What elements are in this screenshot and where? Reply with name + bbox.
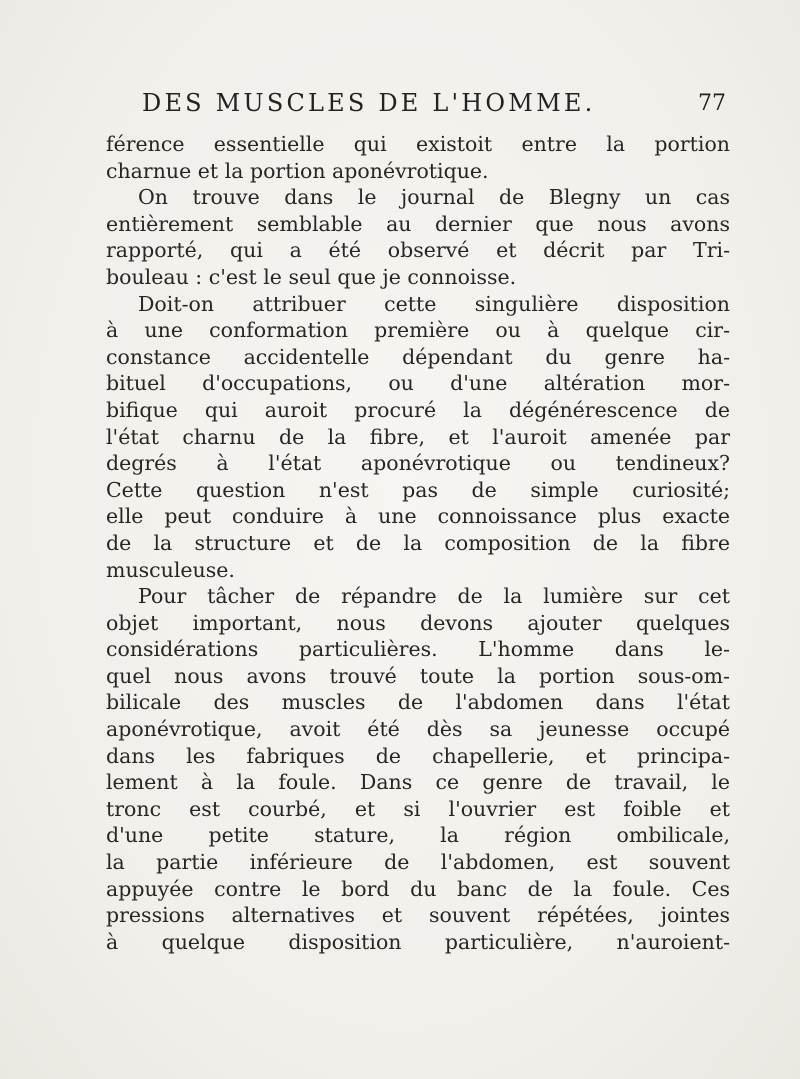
text-line: objet important, nous devons ajouter quelques (106, 610, 730, 635)
text-line: Doit-on attribuer cette singulière disposition (138, 291, 730, 316)
text-line: la partie inférieure de l'abdomen, est souvent (106, 850, 730, 875)
body-text (106, 131, 730, 955)
text-line: rapporté, qui a été observé et décrit par Tri- (106, 238, 730, 263)
page-number: 77 (698, 91, 726, 116)
text-line: considérations particulières. L'homme dans le- (106, 637, 730, 662)
text-line: appuyée contre le bord du banc de la foule. Ces (106, 876, 730, 901)
text-line: à une conformation première ou à quelque cir- (106, 318, 730, 343)
text-line: On trouve dans le journal de Blegny un cas (138, 185, 730, 210)
text-line: pressions alternatives et souvent répétées, jointes (106, 903, 730, 928)
running-head: DES MUSCLES DE L'HOMME. (142, 89, 596, 117)
text-line: l'état charnu de la fibre, et l'auroit amenée par (106, 424, 730, 449)
text-line: de la structure et de la composition de la fibre (106, 530, 730, 555)
text-line: quel nous avons trouvé toute la portion sous-om- (106, 663, 730, 688)
text-line: constance accidentelle dépendant du genre ha- (106, 344, 730, 369)
text-line: à quelque disposition particulière, n'auroient- (106, 929, 730, 954)
text-line: bilicale des muscles de l'abdomen dans l'état (106, 690, 730, 715)
text-line: bituel d'occupations, ou d'une altération mor- (106, 371, 730, 396)
text-line: dans les fabriques de chapellerie, et principa- (106, 743, 730, 768)
text-line: elle peut conduire à une connoissance plus exacte (106, 504, 730, 529)
text-line: Pour tâcher de répandre de la lumière sur cet (138, 584, 730, 609)
text-line: degrés à l'état aponévrotique ou tendineux? (106, 451, 730, 476)
text-line: lement à la foule. Dans ce genre de travail, le (106, 770, 730, 795)
text-line: d'une petite stature, la région ombilicale, (106, 823, 730, 848)
text-line: entièrement semblable au dernier que nous avons (106, 211, 730, 236)
page-header (112, 89, 732, 119)
text-line: férence essentielle qui existoit entre la portion (106, 132, 730, 156)
text-line: bifique qui auroit procuré la dégénérescence de (106, 397, 730, 422)
text-line: charnue et la portion aponévrotique. (106, 158, 489, 183)
text-line: aponévrotique, avoit été dès sa jeunesse occupé (106, 717, 730, 742)
text-line: bouleau : c'est le seul que je connoisse. (106, 264, 517, 289)
text-line: Cette question n'est pas de simple curiosité; (106, 477, 730, 502)
text-line: musculeuse. (106, 557, 235, 582)
text-line: tronc est courbé, et si l'ouvrier est foible et (106, 796, 730, 821)
